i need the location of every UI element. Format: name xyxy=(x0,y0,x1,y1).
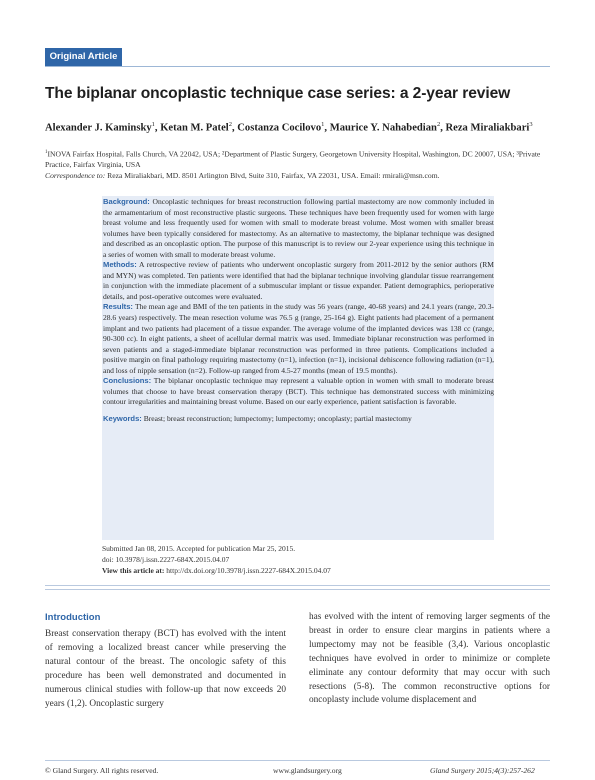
affiliations-text: INOVA Fairfax Hospital, Falls Church, VA 22042, USA; ²Department of Plastic Surgery, Georgetown University Hospital, Washington, DC 20007, USA; ³Private Practice, Fairfax Virginia, USA xyxy=(45,149,541,170)
author-affil-sup: 2 xyxy=(436,121,441,128)
keywords-text: Breast; breast reconstruction; lumpectomy; lumpectomy; oncoplasty; partial mastectomy xyxy=(143,413,412,423)
methods-text: A retrospective review of patients who underwent oncoplastic surgery from 2011-2012 by the senior authors (RM and MYN) was completed. Ten patients were identified that had the biplanar technique involving glandular tissue rearrangement in conjunction with the immediate placement of a submuscular implant or tissue expander. Patient demographics, perioperative details, and post-operative outcomes were evaluated. xyxy=(103,260,494,301)
author-name: Maurice Y. Nahabedian xyxy=(329,122,437,134)
intro-column-right xyxy=(309,611,550,708)
author-affil-sup: 3 xyxy=(529,121,533,128)
conclusions-label: Conclusions: xyxy=(103,376,152,386)
submission-info xyxy=(102,544,502,576)
section-divider xyxy=(45,589,550,590)
author-list: Alexander J. Kaminsky$^1$, Ketan M. Patel$^2$, Costanza Cocilovo$^1$, Maurice Y. Nahabedian$^2$, Reza Miraliakbari$^3$ xyxy=(45,121,533,134)
background-label: Background: xyxy=(103,197,150,206)
author-name: Alexander J. Kaminsky xyxy=(45,122,152,134)
doi: doi: 10.3978/j.issn.2227-684X.2015.04.07 xyxy=(102,554,230,564)
author-affil-sup: 1 xyxy=(151,121,155,128)
introduction-heading: Introduction xyxy=(45,612,101,623)
intro-paragraph: has evolved with the intent of removing larger segments of the breast in order to ensure clear margins in patients where a lumpectomy may not be feasible (3,4). Various oncoplastic techniques have evolved in order to minimize or complete eliminate any contour deformity that may occur with such resections (5-8). The common reconstructive options for oncoplasty include volume displacement and xyxy=(309,612,550,706)
intro-column-left xyxy=(45,628,286,711)
author-affil-sup: 2 xyxy=(228,121,232,128)
article-url-link[interactable]: http://dx.doi.org/10.3978/j.issn.2227-684X.2015.04.07 xyxy=(166,565,331,575)
author-name: Costanza Cocilovo xyxy=(237,122,322,134)
footer-website: www.glandsurgery.org xyxy=(273,766,342,775)
abstract xyxy=(103,197,494,424)
background-text: Oncoplastic techniques for breast reconstruction following partial mastectomy are now commonly included in the armamentarium of most reconstructive plastic surgeons. These techniques have been frequently used for women with large breast volume and less frequently used for women with small to moderate breast volume. Most women with smaller breast volumes have been typically considered for mastectomy. As an alternative to mastectomy, the biplanar technique was designed and described as an oncoplastic option. The purpose of this manuscript is to review our 2-year experience using this technique in a series of women with small to moderate breast volume. xyxy=(103,197,495,259)
keywords-label: Keywords: xyxy=(103,413,142,423)
header-divider xyxy=(45,66,550,67)
results-text: The mean age and BMI of the ten patients in the study was 56 years (range, 40-68 years) and 24.1 years (range, 20.3-28.6 years) respectively. The mean resection volume was 76.5 g (range, 25-164 g). Eight patients had placement of a permanent implant and two patients had placement of a tissue expander. The average volume of the implanted devices was 138 cc (range, 90-300 cc). In eight patients, a sheet of acellular dermal matrix was used. Immediate biplanar reconstruction was performed in seven patients and a staged-immediate biplanar reconstruction was performed in three patients. Complications included a positive margin on final pathology requiring mastectomy (n=1), infection (n=1), incisional dehiscence following radiation (n=1), and loss of nipple sensation (n=2). Follow-up ranged from 4.5-27 months (mean of 19.5 months). xyxy=(103,302,494,375)
affiliations xyxy=(45,148,555,181)
author-affil-sup: 1 xyxy=(321,121,325,128)
footer-divider xyxy=(45,760,550,761)
author-name: Ketan M. Patel xyxy=(160,122,229,134)
section-divider xyxy=(45,585,550,586)
article-title: The biplanar oncoplastic technique case series: a 2-year review xyxy=(45,85,511,102)
view-article-label: View this article at: xyxy=(102,565,165,575)
affil-sup: 1 xyxy=(45,150,48,155)
conclusions-text: The biplanar oncoplastic technique may represent a valuable option in women with small to moderate breast volumes that choose to have breast conservation therapy (BCT). This technique has demonstrated success with minimizing contour irregularities and maintaining breast volume. Based on our early experience, patient satisfaction is favorable. xyxy=(103,376,494,407)
correspondence-text: Reza Miraliakbari, MD. 8501 Arlington Blvd, Suite 310, Fairfax, VA 22031, USA. Email: rmirali@msn.com. xyxy=(107,170,440,180)
article-type-badge: Original Article xyxy=(45,48,122,66)
footer-copyright: © Gland Surgery. All rights reserved. xyxy=(45,766,159,775)
submitted-dates: Submitted Jan 08, 2015. Accepted for publication Mar 25, 2015. xyxy=(102,544,296,553)
correspondence-label: Correspondence to: xyxy=(45,170,106,180)
results-label: Results: xyxy=(103,302,133,312)
author-name: Reza Miraliakbari xyxy=(445,122,530,134)
methods-label: Methods: xyxy=(103,260,137,270)
footer-citation: Gland Surgery 2015;4(3):257-262 xyxy=(430,766,535,775)
intro-paragraph: Breast conservation therapy (BCT) has evolved with the intent of removing a localized breast cancer while preserving the natural contour of the breast. The oncologic safety of this procedure has been well demonstrated and documented in numerous clinical studies with follow-up that now exceeds 20 years (1,2). Oncoplastic surgery xyxy=(45,629,286,709)
